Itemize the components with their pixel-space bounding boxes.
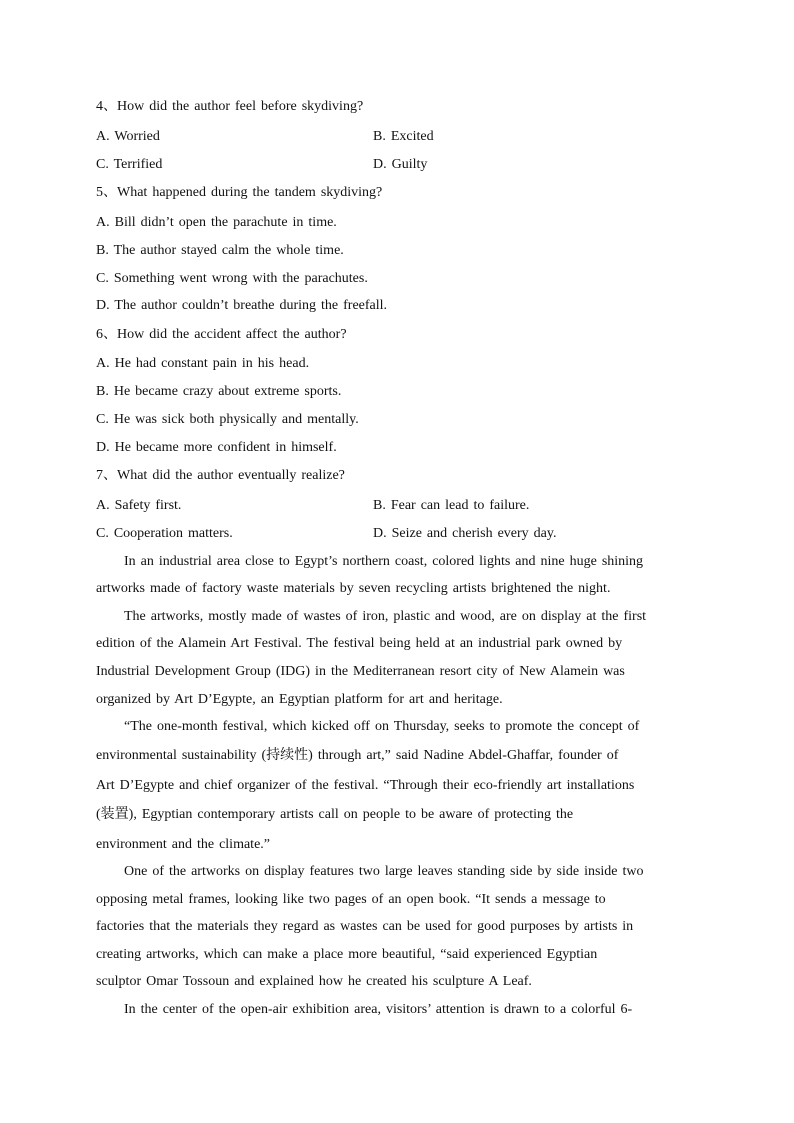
passage-line: creating artworks, which can make a place more beautiful, “said experienced Egyptian <box>96 947 598 962</box>
passage-line: factories that the materials they regard as wastes can be used for good purposes by artists in <box>96 919 634 934</box>
question-7-stem: 7、What did the author eventually realize? <box>96 468 345 483</box>
question-6-option-b: B. He became crazy about extreme sports. <box>96 384 342 399</box>
question-5-option-c: C. Something went wrong with the parachutes. <box>96 271 368 286</box>
passage-line: opposing metal frames, looking like two pages of an open book. “It sends a message to <box>96 892 606 907</box>
passage-line: “The one-month festival, which kicked off on Thursday, seeks to promote the concept of <box>124 719 640 734</box>
passage-line: organized by Art D’Egypte, an Egyptian platform for art and heritage. <box>96 692 503 707</box>
question-4-option-d: D. Guilty <box>373 157 428 172</box>
passage-line: environmental sustainability (持续性) through art,” said Nadine Abdel-Ghaffar, founder of <box>96 748 619 763</box>
passage-line: Art D’Egypte and chief organizer of the festival. “Through their eco-friendly art installations <box>96 778 635 793</box>
passage-line: (装置), Egyptian contemporary artists call on people to be aware of protecting the <box>96 807 574 822</box>
question-5-option-d: D. The author couldn’t breathe during the freefall. <box>96 298 388 313</box>
passage-line: One of the artworks on display features two large leaves standing side by side inside two <box>124 864 644 879</box>
question-5-option-a: A. Bill didn’t open the parachute in time. <box>96 215 337 230</box>
passage-line: In an industrial area close to Egypt’s northern coast, colored lights and nine huge shining <box>124 554 644 569</box>
question-4-option-b: B. Excited <box>373 129 434 144</box>
question-7-option-c: C. Cooperation matters. <box>96 526 233 541</box>
passage-line: In the center of the open-air exhibition area, visitors’ attention is drawn to a colorful 6- <box>124 1002 633 1017</box>
passage-line: The artworks, mostly made of wastes of iron, plastic and wood, are on display at the first <box>124 609 647 624</box>
passage-line: artworks made of factory waste materials by seven recycling artists brightened the night. <box>96 581 611 596</box>
question-5-stem: 5、What happened during the tandem skydiving? <box>96 185 383 200</box>
question-4-option-a: A. Worried <box>96 129 160 144</box>
question-6-stem: 6、How did the accident affect the author? <box>96 327 347 342</box>
question-7-option-a: A. Safety first. <box>96 498 182 513</box>
question-6-option-d: D. He became more confident in himself. <box>96 440 337 455</box>
question-4-stem: 4、How did the author feel before skydiving? <box>96 99 364 114</box>
question-7-option-b: B. Fear can lead to failure. <box>373 498 530 513</box>
question-6-option-a: A. He had constant pain in his head. <box>96 356 310 371</box>
question-7-option-d: D. Seize and cherish every day. <box>373 526 557 541</box>
passage-line: environment and the climate.” <box>96 837 270 852</box>
question-5-option-b: B. The author stayed calm the whole time. <box>96 243 344 258</box>
passage-line: sculptor Omar Tossoun and explained how he created his sculpture A Leaf. <box>96 974 532 989</box>
passage-line: edition of the Alamein Art Festival. The festival being held at an industrial park owned by <box>96 636 623 651</box>
question-6-option-c: C. He was sick both physically and mentally. <box>96 412 359 427</box>
passage-line: Industrial Development Group (IDG) in the Mediterranean resort city of New Alamein was <box>96 664 625 679</box>
question-4-option-c: C. Terrified <box>96 157 163 172</box>
